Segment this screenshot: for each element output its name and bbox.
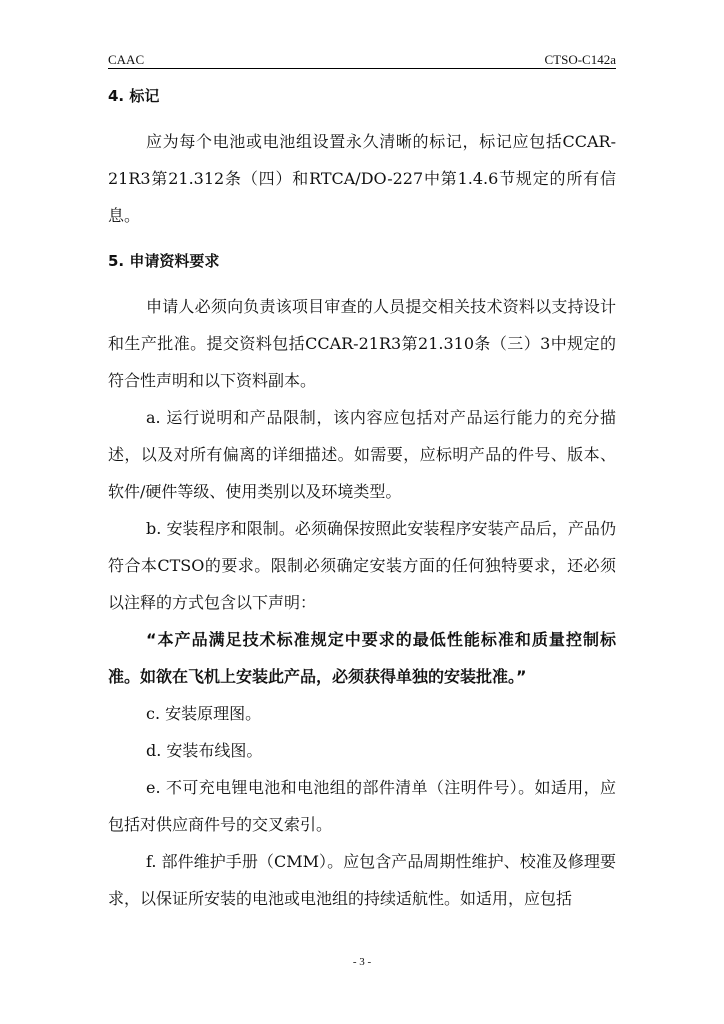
paragraph-item-c: c. 安装原理图。 — [146, 704, 262, 723]
paragraph-item-f: f. 部件维护手册（CMM）。应包含产品周期性维护、校准及修理要求，以保证所安装的电池或电池组的持续适航性。如适用，应包括 — [108, 852, 616, 908]
header-org: CAAC — [108, 52, 145, 67]
page-header — [108, 50, 616, 68]
header-rule — [108, 68, 616, 69]
section-heading-application-data: 5. 申请资料要求 — [108, 252, 220, 270]
section-heading-marking: 4. 标记 — [108, 87, 160, 105]
paragraph-required-statement: “本产品满足技术标准规定中要求的最低性能标准和质量控制标准。如欲在飞机上安装此产品，必须获得单独的安装批准。” — [108, 630, 616, 686]
paragraph-marking: 应为每个电池或电池组设置永久清晰的标记，标记应包括CCAR-21R3第21.312条（四）和RTCA/DO-227中第1.4.6节规定的所有信息。 — [108, 132, 616, 225]
paragraph-item-a: a. 运行说明和产品限制，该内容应包括对产品运行能力的充分描述，以及对所有偏离的详细描述。如需要，应标明产品的件号、版本、软件/硬件等级、使用类别以及环境类型。 — [108, 408, 616, 501]
paragraph-item-d: d. 安装布线图。 — [146, 741, 263, 760]
paragraph-application-intro: 申请人必须向负责该项目审查的人员提交相关技术资料以支持设计和生产批准。提交资料包括CCAR-21R3第21.310条（三）3中规定的符合性声明和以下资料副本。 — [108, 297, 616, 390]
paragraph-item-e: e. 不可充电锂电池和电池组的部件清单（注明件号）。如适用，应包括对供应商件号的交叉索引。 — [108, 778, 616, 834]
page-number: - 3 - — [352, 956, 372, 968]
paragraph-item-b: b. 安装程序和限制。必须确保按照此安装程序安装产品后，产品仍符合本CTSO的要求。限制必须确定安装方面的任何独特要求，还必须以注释的方式包含以下声明： — [108, 519, 616, 612]
header-doc-id: CTSO-C142a — [544, 52, 616, 67]
page-content — [108, 86, 616, 917]
